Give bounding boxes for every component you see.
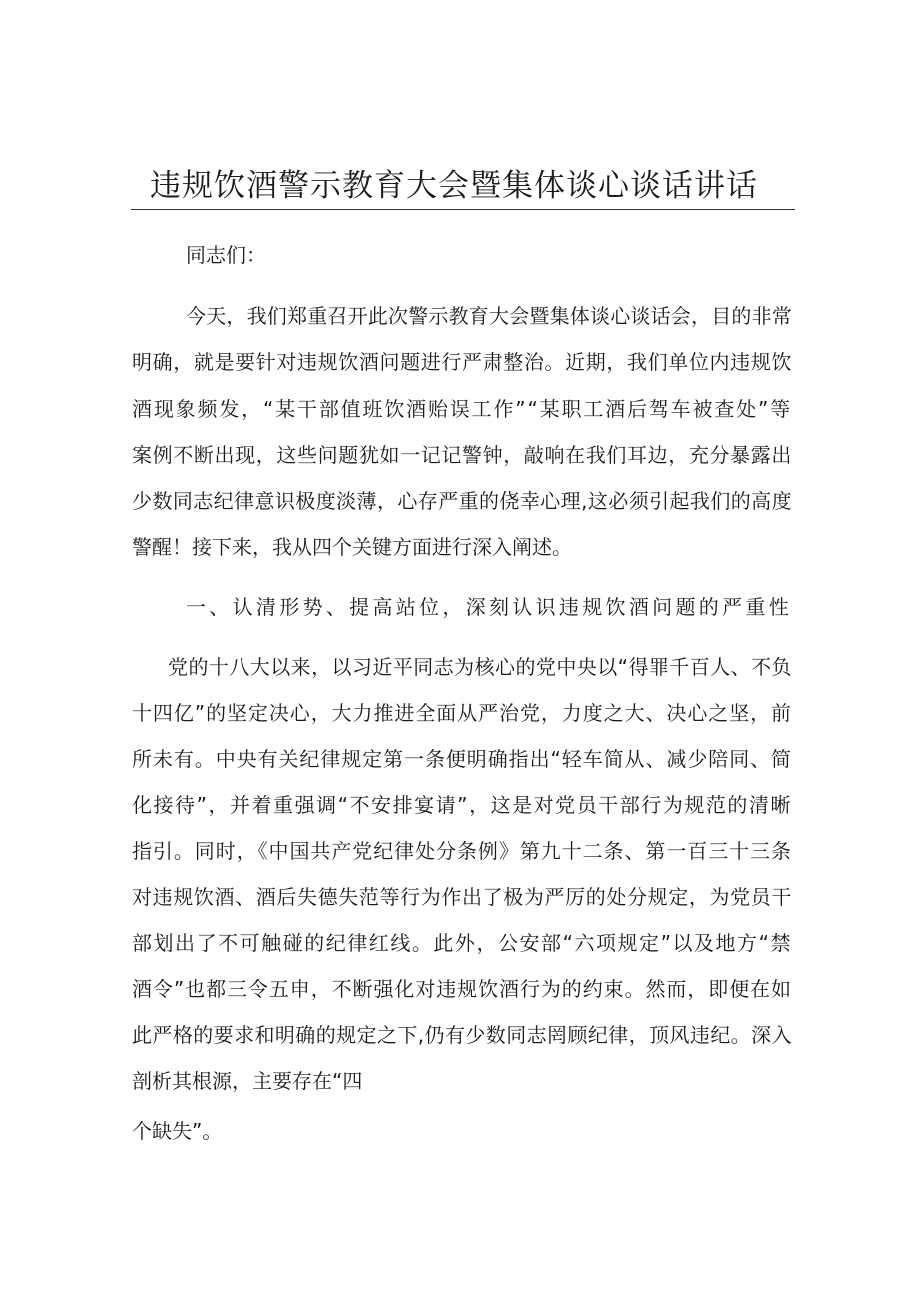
para2-line-9: 此严格的要求和明确的规定之下,仍有少数同志罔顾纪律，顶风违纪。深入 xyxy=(132,1023,792,1047)
para1-line-5: 少数同志纪律意识极度淡薄，心存严重的侥幸心理,这必须引起我们的高度 xyxy=(132,489,792,513)
para2-line-10: 剖析其根源，主要存在“四 xyxy=(132,1069,363,1093)
salutation: 同志们： xyxy=(186,243,266,267)
para2-line-8: 酒令”也都三令五申，不断强化对违规饮酒行为的约束。然而，即便在如 xyxy=(132,977,792,1001)
para2-line-4: 化接待”，并着重强调“不安排宴请”，这是对党员干部行为规范的清晰 xyxy=(132,793,792,817)
para2-line-6: 对违规饮酒、酒后失德失范等行为作出了极为严厉的处分规定，为党员干 xyxy=(132,885,792,909)
para1-line-1: 今天，我们郑重召开此次警示教育大会暨集体谈心谈话会，目的非常 xyxy=(186,304,792,328)
para1-line-4: 案例不断出现，这些问题犹如一记记警钟，敲响在我们耳边，充分暴露出 xyxy=(132,443,792,467)
para2-line-2: 十四亿”的坚定决心，大力推进全面从严治党，力度之大、决心之坚，前 xyxy=(132,701,792,725)
para2-line-5: 指引。同时，《中国共产党纪律处分条例》第九十二条、第一百三十三条 xyxy=(132,839,792,863)
para2-line-3: 所未有。中央有关纪律规定第一条便明确指出“轻车简从、减少陪同、简 xyxy=(132,747,792,771)
para1-line-3: 酒现象频发，“某干部值班饮酒贻误工作”“某职工酒后驾车被查处”等 xyxy=(132,397,792,421)
title-underline xyxy=(131,209,795,210)
para3-line-1: 个缺失”。 xyxy=(132,1119,223,1143)
section1-heading: 一、认清形势、提高站位，深刻认识违规饮酒问题的严重性 xyxy=(186,595,792,619)
document-title: 违规饮酒警示教育大会暨集体谈心谈话讲话 xyxy=(150,168,758,204)
para1-line-6: 警醒！接下来，我从四个关键方面进行深入阐述。 xyxy=(132,535,572,559)
para1-line-2: 明确，就是要针对违规饮酒问题进行严肃整治。近期，我们单位内违规饮 xyxy=(132,350,792,374)
para2-line-1: 党的十八大以来，以习近平同志为核心的党中央以“得罪千百人、不负 xyxy=(168,655,792,679)
para2-line-7: 部划出了不可触碰的纪律红线。此外，公安部“六项规定”以及地方“禁 xyxy=(132,931,792,955)
